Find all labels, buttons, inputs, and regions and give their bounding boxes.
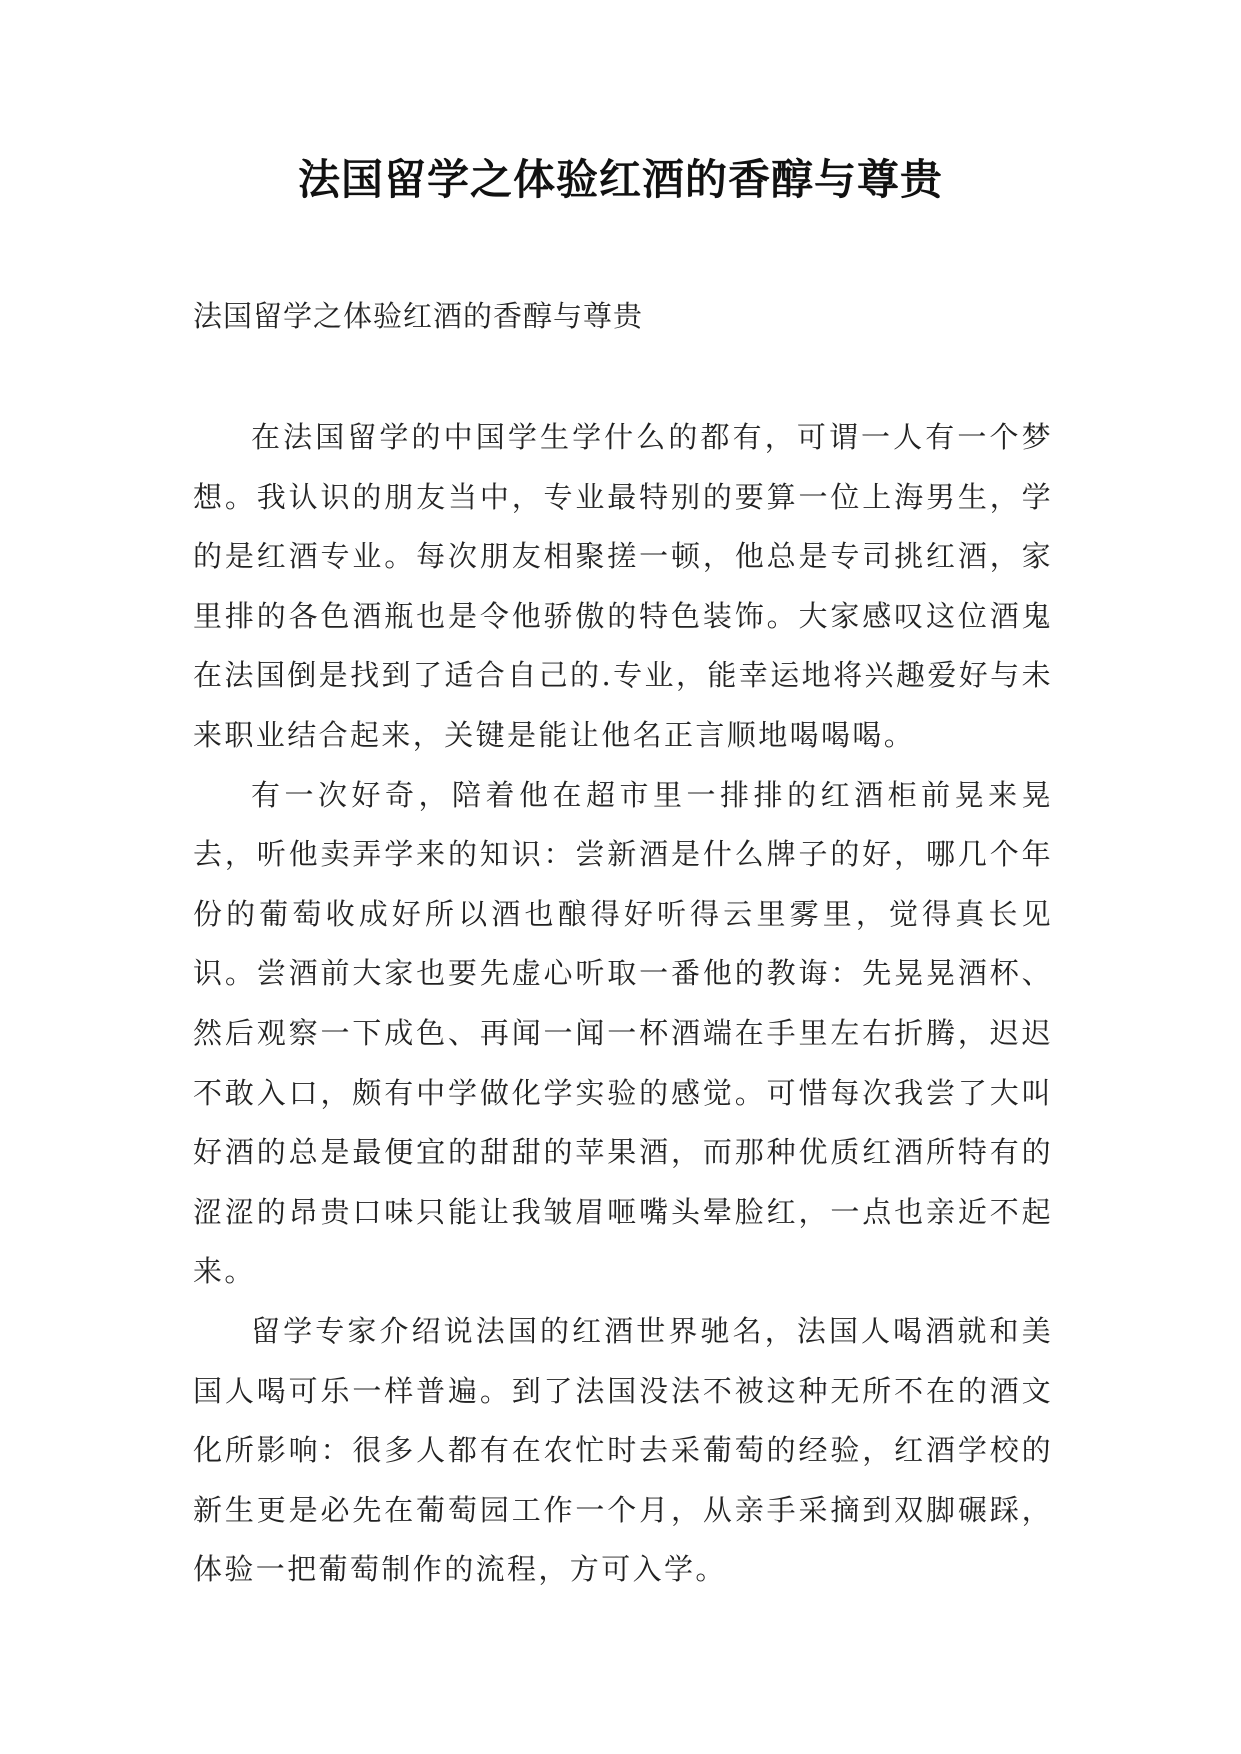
paragraph: 留学专家介绍说法国的红酒世界驰名，法国人喝酒就和美国人喝可乐一样普遍。到了法国没法不被这种无所不在的酒文化所影响：很多人都有在农忙时去采葡萄的经验，红酒学校的新生更是必先在葡萄园工作一个月，从亲手采摘到双脚碾踩，体验一把葡萄制作的流程，方可入学。 — [193, 1313, 1053, 1587]
paragraph: 有一次好奇，陪着他在超市里一排排的红酒柜前晃来晃去，听他卖弄学来的知识：尝新酒是什么牌子的好，哪几个年份的葡萄收成好所以酒也酿得好听得云里雾里，觉得真长见识。尝酒前大家也要先虚心听取一番他的教诲：先晃晃酒杯、然后观察一下成色、再闻一闻一杯酒端在手里左右折腾，迟迟不敢入口，颇有中学做化学实验的感觉。可惜每次我尝了大叫好酒的总是最便宜的甜甜的苹果酒，而那种优质红酒所特有的涩涩的昂贵口味只能让我皱眉咂嘴头晕脸红，一点也亲近不起来。 — [193, 777, 1053, 1289]
document-subtitle: 法国留学之体验红酒的香醇与尊贵 — [193, 299, 644, 333]
document-body — [193, 408, 1053, 1600]
document-title: 法国留学之体验红酒的香醇与尊贵 — [297, 155, 943, 204]
paragraph: 在法国留学的中国学生学什么的都有，可谓一人有一个梦想。我认识的朋友当中，专业最特别的要算一位上海男生，学的是红酒专业。每次朋友相聚搓一顿，他总是专司挑红酒，家里排的各色酒瓶也是令他骄傲的特色装饰。大家感叹这位酒鬼在法国倒是找到了适合自己的.专业，能幸运地将兴趣爱好与未来职业结合起来，关键是能让他名正言顺地喝喝喝。 — [193, 420, 1053, 752]
